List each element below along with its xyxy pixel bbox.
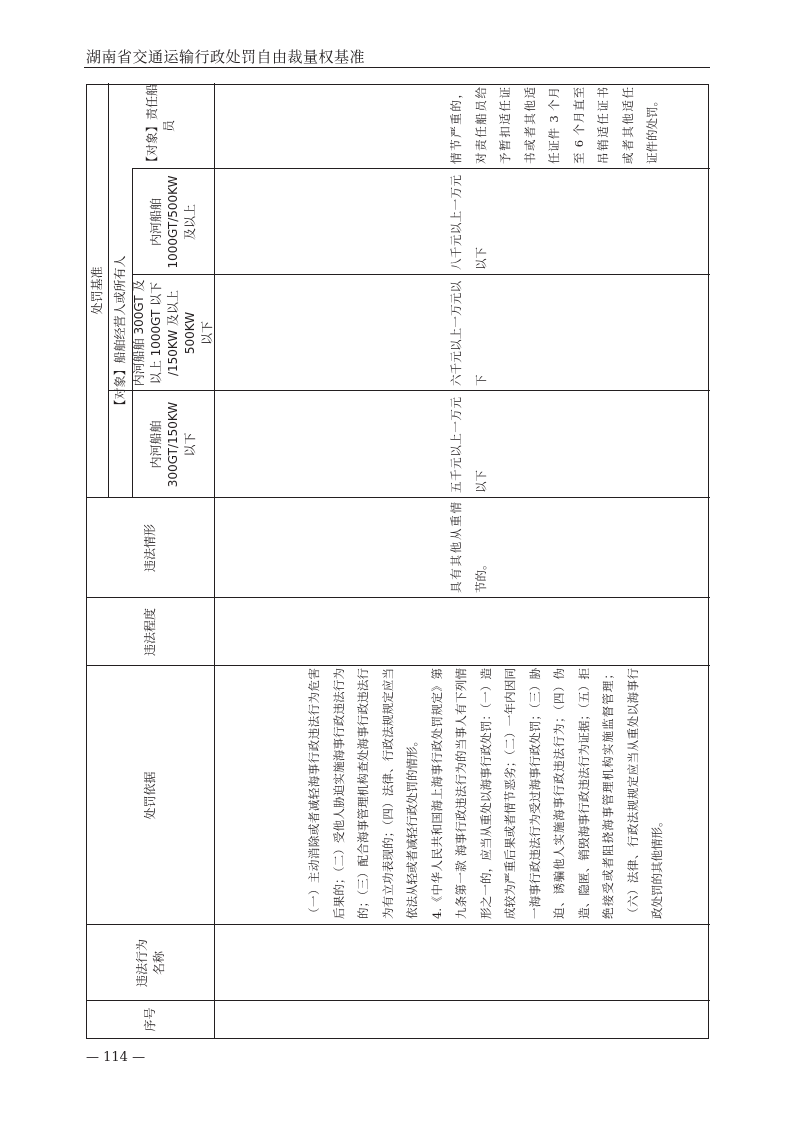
header-vessel-class-medium: 内河船舶 300GT 及 以上 1000GT 以下 /150KW 及以上 500KW 以下 xyxy=(131,279,214,387)
header-vessel-class-small: 内河船舶 300GT/150KW 以下 xyxy=(148,401,197,488)
cell-penalty-responsible xyxy=(444,83,710,168)
cell-degree xyxy=(214,598,710,666)
header-object-responsible: 【对象】责任船员 xyxy=(145,84,176,169)
basis-paragraph-2: 4.《中华人民共和国海上海事行政处罚规定》第九条第一款 海事行政违法行为的当事人有下列情形之一的，应当从重处以海事行政处罚：（一）造成较为严重后果或者情节恶劣；（二）一年内因同一海事行政违法行为受过海事行政处罚；（三）胁迫、诱骗他人实施海事行政违法行为；（四）伪造、隐匿、销毁海事行政违法行为证据；（五）拒绝接受或者阻挠海事管理机构实施监督管理；（六）法律、行政法规规定应当从重处以海事行政处罚的其他情形。 xyxy=(429,668,664,919)
rotated-table-stage xyxy=(86,84,709,1039)
cell-circumstance xyxy=(444,498,710,597)
penalty-table xyxy=(86,84,709,1039)
page-number: — 114 — xyxy=(86,1050,146,1065)
penalty-responsible-text: 情节严重的，对责任船员给予暂扣适任证书或者其他适任证件 3 个月至 6 个月直至吊销适任证书或者其他适任证件的处罚。 xyxy=(449,87,659,164)
header-basis: 处罚依据 xyxy=(143,771,157,820)
divider xyxy=(214,83,215,1038)
cell-serial xyxy=(214,1001,710,1038)
circumstance-text: 具有其他从重情节的。 xyxy=(449,502,488,593)
cell-penalty-large xyxy=(444,169,710,274)
cell-penalty-small xyxy=(444,391,710,497)
header-rule xyxy=(84,67,710,68)
running-head: 湖南省交通运输行政处罚自由裁量权基准 xyxy=(86,48,366,66)
header-serial: 序号 xyxy=(143,1007,157,1032)
header-violation-name: 违法行为 名称 xyxy=(134,939,166,988)
cell-basis xyxy=(302,666,710,923)
header-degree: 违法程度 xyxy=(143,608,157,657)
header-object-operator: 【对象】船舶经营人或所有人 xyxy=(112,255,127,412)
penalty-large-text: 八千元以上一万元以下 xyxy=(449,175,488,270)
cell-violation-name xyxy=(214,925,710,1001)
penalty-medium-text: 六千元以上一万元以下 xyxy=(449,281,488,386)
basis-paragraph-1: （一）主动消除或者减轻海事行政违法行为危害后果的；（二）受他人胁迫实施海事行政违法行为的；（三）配合海事管理机构查处海事行政违法行为有立功表现的；（四）法律、行政法规规定应当依法从轻或者减轻行政处罚的情形。 xyxy=(307,668,419,919)
header-circumstance: 违法情形 xyxy=(143,524,157,573)
cell-penalty-medium xyxy=(444,275,710,390)
penalty-small-text: 五千元以上一万元以下 xyxy=(449,397,488,493)
header-penalty-standard: 处罚基准 xyxy=(90,266,104,315)
header-vessel-class-large: 内河船舶 1000GT/500KW 及以上 xyxy=(148,175,197,269)
